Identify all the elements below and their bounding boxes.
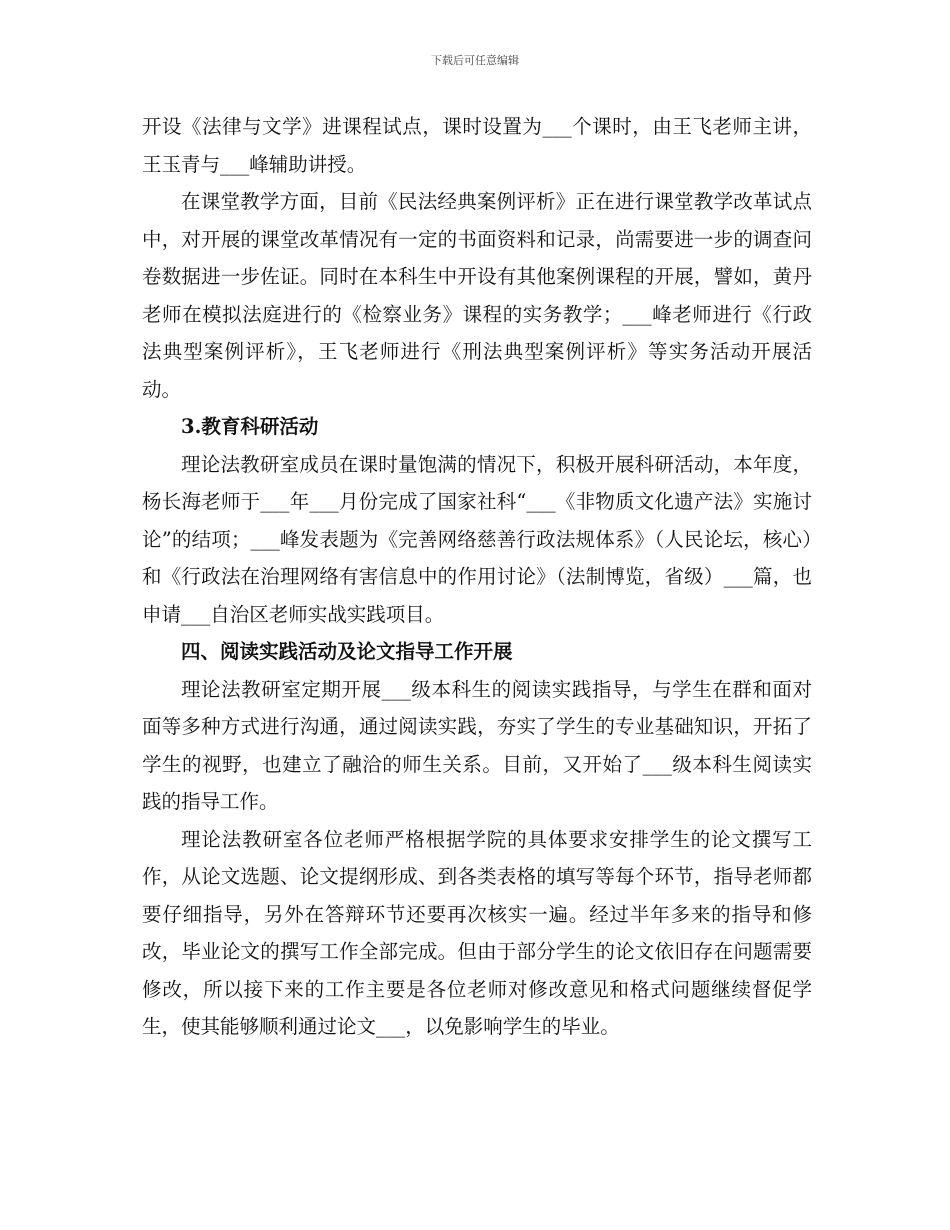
document-body	[142, 108, 812, 1046]
paragraph-research-activities: 理论法教研室成员在课时量饱满的情况下，积极开展科研活动，本年度，杨长海老师于___年___月份完成了国家社科“___《非物质文化遗产法》实施讨论”的结项；___峰发表题为《完善网络慈善行政法规体系》（人民论坛，核心）和《行政法在治理网络有害信息中的作用讨论》（法制博览，省级）___篇，也申请___自治区老师实战实践项目。	[142, 452, 812, 626]
section-heading-reading-practice: 四、阅读实践活动及论文指导工作开展	[181, 640, 513, 663]
section-heading-research: 3.教育科研活动	[181, 415, 319, 438]
paragraph-thesis-guidance: 理论法教研室各位老师严格根据学院的具体要求安排学生的论文撰写工作，从论文选题、论文提纲形成、到各类表格的填写等每个环节，指导老师都要仔细指导，另外在答辩环节还要再次核实一遍。经过半年多来的指导和修改，毕业论文的撰写工作全部完成。但由于部分学生的论文依旧存在问题需要修改，所以接下来的工作主要是各位老师对修改意见和格式问题继续督促学生，使其能够顺利通过论文___，以免影响学生的毕业。	[142, 827, 812, 1038]
paragraph-course-pilot: 开设《法律与文学》进课程试点，课时设置为___个课时，由王飞老师主讲，王玉青与___峰辅助讲授。	[142, 115, 812, 176]
page-header-note: 下载后可任意编辑	[431, 54, 519, 67]
paragraph-reading-practice: 理论法教研室定期开展___级本科生的阅读实践指导，与学生在群和面对面等多种方式进行沟通，通过阅读实践，夯实了学生的专业基础知识，开拓了学生的视野，也建立了融洽的师生关系。目前，又开始了___级本科生阅读实践的指导工作。	[142, 677, 812, 813]
paragraph-classroom-teaching: 在课堂教学方面，目前《民法经典案例评析》正在进行课堂教学改革试点中，对开展的课堂改革情况有一定的书面资料和记录，尚需要进一步的调查问卷数据进一步佐证。同时在本科生中开设有其他案例课程的开展，譬如，黄丹老师在模拟法庭进行的《检察业务》课程的实务教学；___峰老师进行《行政法典型案例评析》，王飞老师进行《刑法典型案例评析》等实务活动开展活动。	[142, 190, 812, 401]
